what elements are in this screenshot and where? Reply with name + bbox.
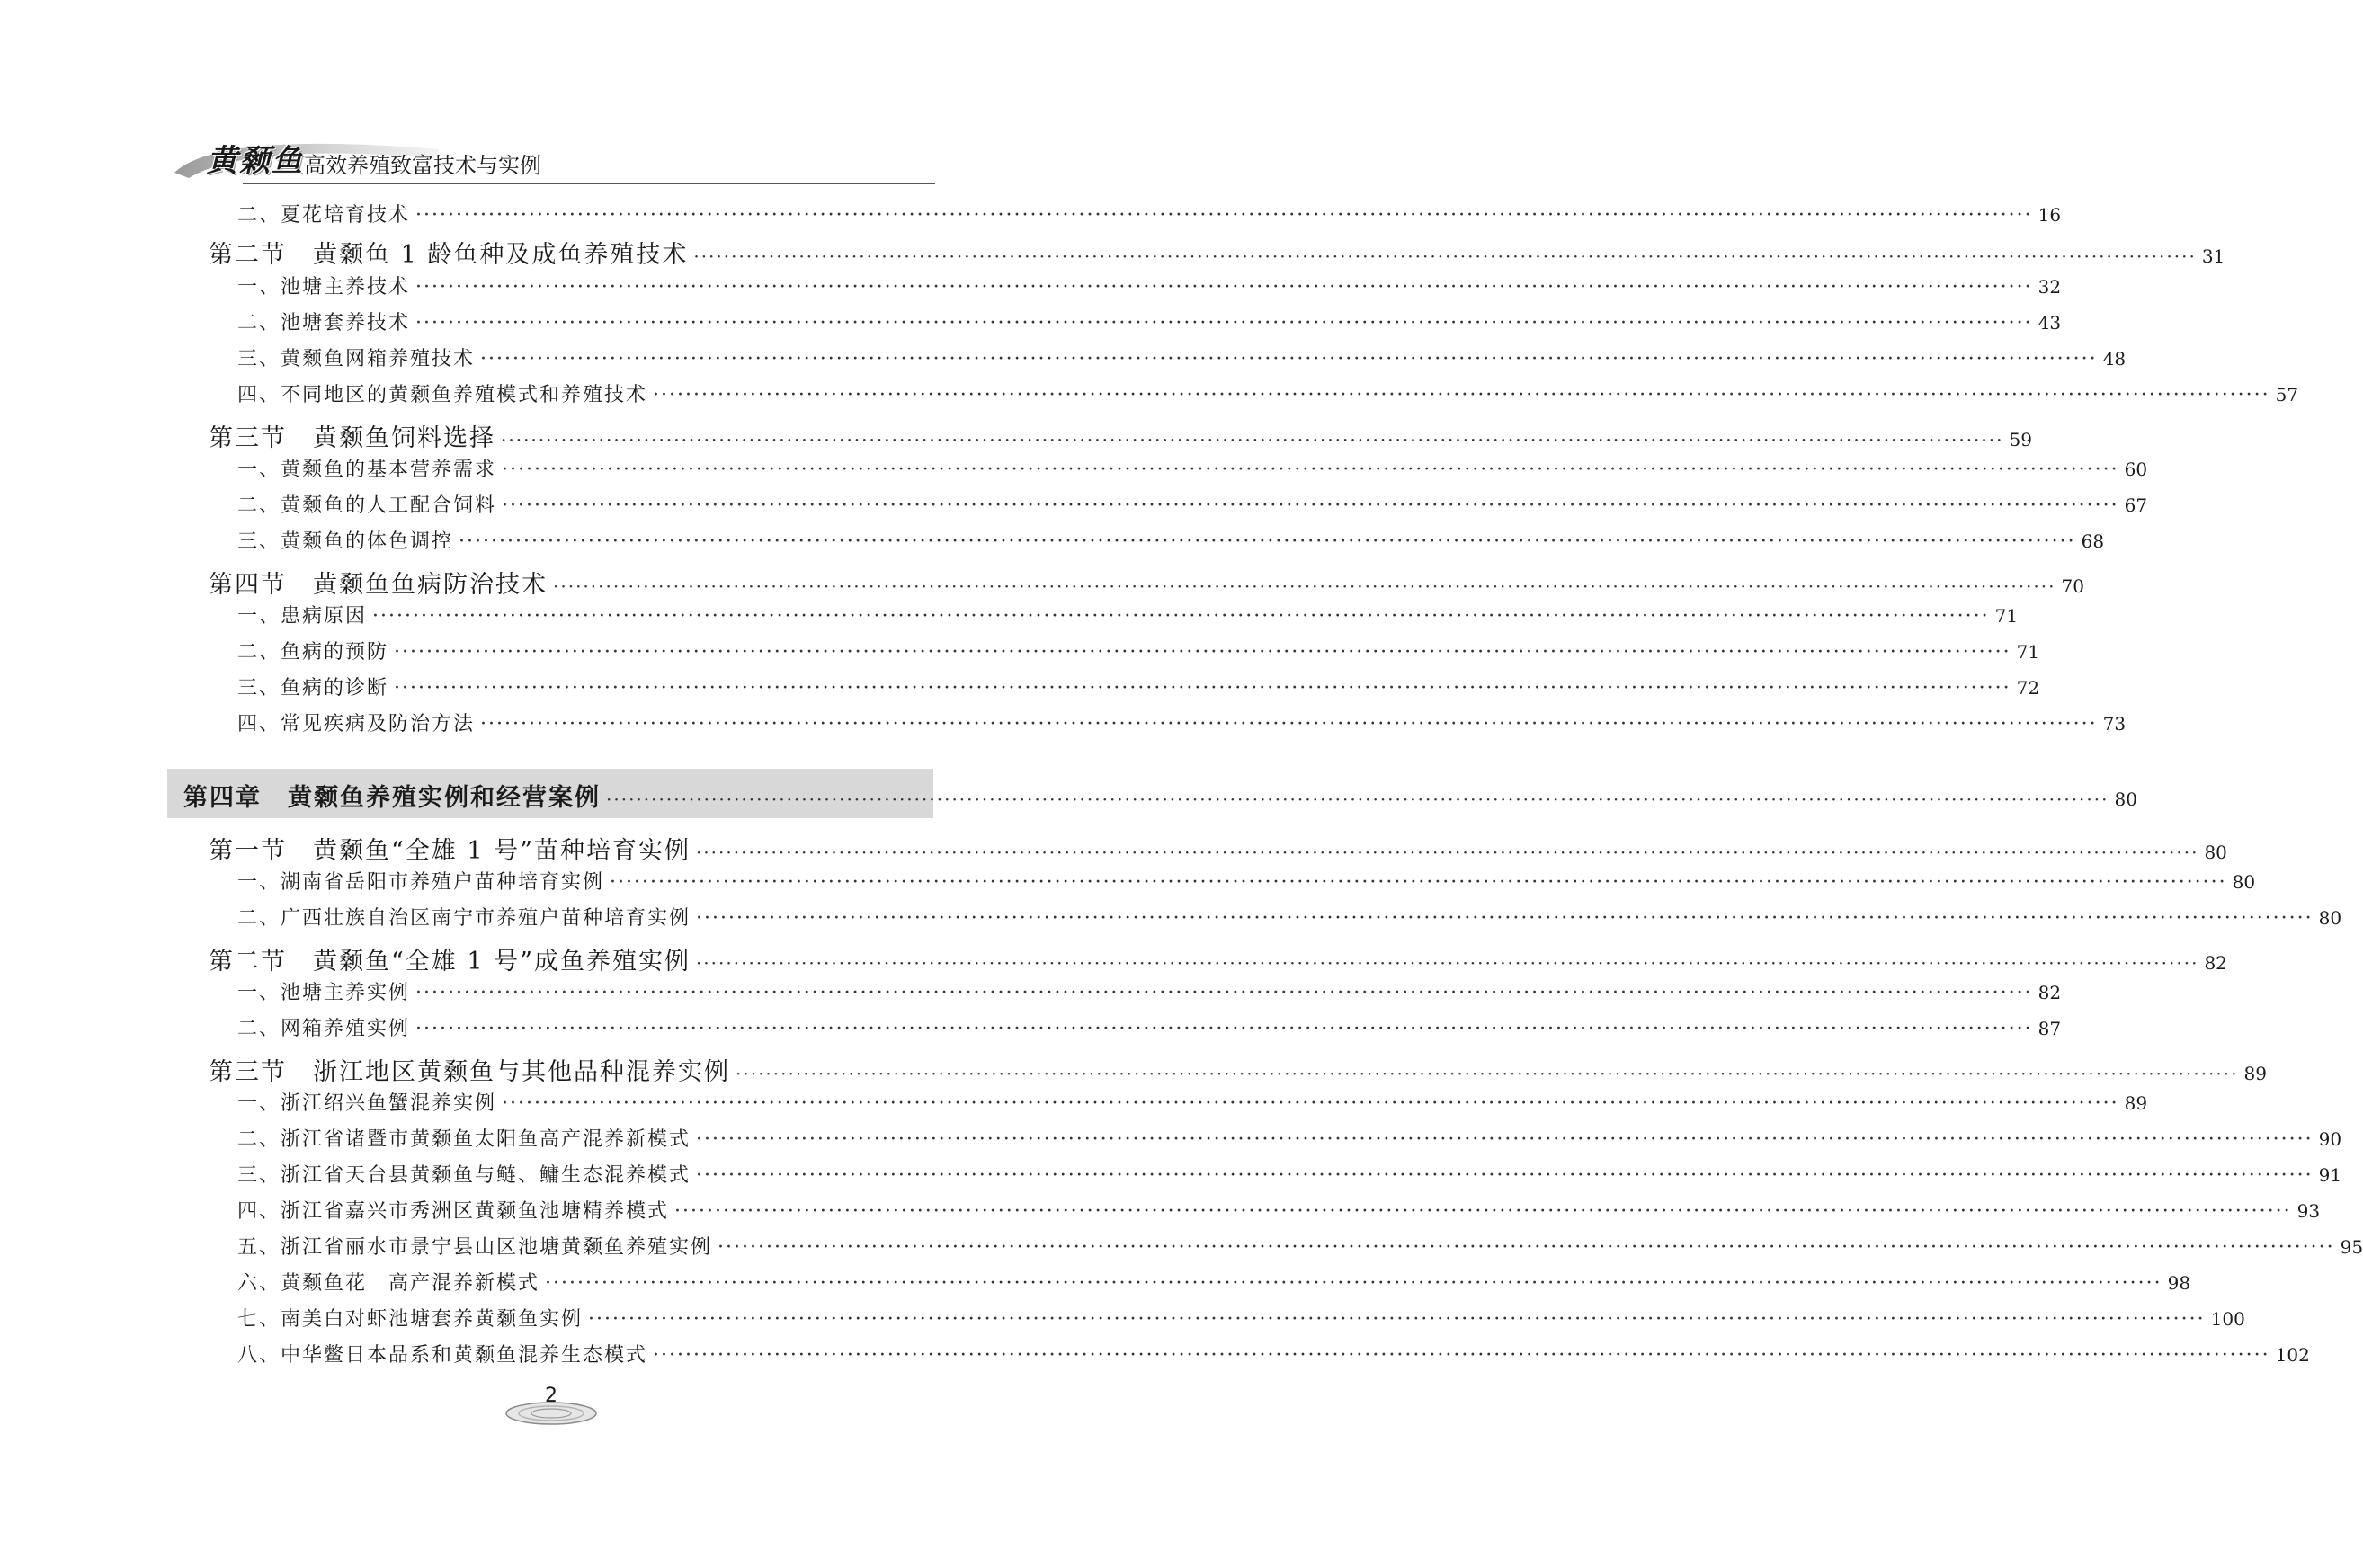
- toc-item-entry: [237, 200, 2062, 227]
- toc-entry-page: 72: [2016, 677, 2040, 699]
- toc-entry-label: 一、患病原因: [237, 605, 368, 628]
- toc-entry-page: 67: [2124, 494, 2148, 516]
- toc-entry-label: 四、浙江省嘉兴市秀洲区黄颡鱼池塘精养模式: [237, 1200, 670, 1223]
- toc-entry-label: 六、黄颡鱼花 高产混养新模式: [237, 1272, 540, 1295]
- toc-leader-dots: ········································································································································································································: [696, 907, 2314, 930]
- toc-leader-dots: ········································································································································································································: [501, 429, 2004, 450]
- toc-leader-dots: ········································································································································································································: [394, 641, 2011, 664]
- toc-section-entry: [209, 235, 2225, 270]
- toc-entry-page: 89: [2124, 1092, 2148, 1114]
- toc-entry-label: 二、网箱养殖实例: [237, 1018, 411, 1040]
- toc-leader-dots: ········································································································································································································: [653, 1344, 2270, 1367]
- toc-leader-dots: ········································································································································································································: [480, 348, 2098, 370]
- toc-leader-dots: ········································································································································································································: [718, 1236, 2335, 1259]
- header-book-title: 高效养殖致富技术与实例: [304, 153, 541, 178]
- toc-item-entry: [237, 637, 2040, 664]
- toc-entry-page: 59: [2009, 429, 2032, 450]
- page-number-badge: [502, 1386, 601, 1431]
- toc-leader-dots: ········································································································································································································: [545, 1272, 2162, 1295]
- toc-entry-page: 89: [2243, 1063, 2267, 1084]
- toc-leader-dots: ········································································································································································································: [415, 1018, 2033, 1040]
- toc-item-entry: [237, 1088, 2148, 1116]
- toc-entry-page: 91: [2318, 1164, 2342, 1186]
- toc-entry-label: 二、广西壮族自治区南宁市养殖户苗种培育实例: [237, 907, 691, 930]
- toc-leader-dots: ········································································································································································································: [502, 459, 2119, 481]
- toc-entry-label: 二、池塘套养技术: [237, 312, 411, 334]
- header-logo-text: 黄颡鱼: [207, 143, 304, 179]
- toc-item-entry: [237, 307, 2062, 335]
- toc-item-entry: [237, 1196, 2321, 1224]
- toc-leader-dots: ········································································································································································································: [415, 276, 2033, 298]
- toc-entry-label: 四、不同地区的黄颡鱼养殖模式和养殖技术: [237, 384, 648, 406]
- toc-leader-dots: ········································································································································································································: [695, 952, 2199, 974]
- toc-entry-page: 90: [2318, 1128, 2342, 1150]
- toc-entry-page: 98: [2167, 1272, 2191, 1294]
- toc-item-entry: [237, 526, 2105, 554]
- toc-entry-page: 87: [2038, 1018, 2062, 1039]
- toc-leader-dots: ········································································································································································································: [480, 713, 2098, 735]
- toc-item-entry: [237, 1340, 2310, 1368]
- toc-item-entry: [237, 867, 2256, 895]
- toc-entry-page: 60: [2124, 459, 2148, 480]
- toc-leader-dots: ········································································································································································································: [696, 1128, 2314, 1151]
- toc-entry-label: 第四节 黄颡鱼鱼病防治技术: [209, 571, 548, 599]
- toc-chapter-entry: [183, 778, 2137, 813]
- toc-entry-label: 第一节 黄颡鱼“全雄 1 号”苗种培育实例: [209, 837, 691, 865]
- toc-entry-page: 16: [2038, 204, 2062, 226]
- toc-entry-label: 二、鱼病的预防: [237, 641, 389, 664]
- toc-entry-label: 三、黄颡鱼的体色调控: [237, 530, 454, 553]
- toc-leader-dots: ········································································································································································································: [502, 1092, 2119, 1115]
- toc-leader-dots: ········································································································································································································: [606, 788, 2109, 810]
- toc-leader-dots: ········································································································································································································: [415, 312, 2033, 334]
- toc-item-entry: [237, 272, 2062, 299]
- toc-entry-label: 三、浙江省天台县黄颡鱼与鲢、鳙生态混养模式: [237, 1164, 691, 1187]
- toc-item-entry: [237, 454, 2148, 482]
- toc-entry-page: 80: [2318, 907, 2342, 929]
- toc-entry-label: 七、南美白对虾池塘套养黄颡鱼实例: [237, 1308, 584, 1331]
- toc-leader-dots: ········································································································································································································: [588, 1308, 2206, 1331]
- toc-entry-page: 68: [2081, 530, 2105, 552]
- toc-entry-label: 二、浙江省诸暨市黄颡鱼太阳鱼高产混养新模式: [237, 1128, 691, 1151]
- toc-entry-page: 80: [2114, 788, 2137, 810]
- toc-leader-dots: ········································································································································································································: [674, 1200, 2292, 1223]
- toc-leader-dots: ········································································································································································································: [695, 842, 2199, 863]
- toc-item-entry: [237, 601, 2019, 628]
- toc-entry-label: 八、中华鳖日本品系和黄颡鱼混养生态模式: [237, 1344, 648, 1367]
- toc-item-entry: [237, 343, 2127, 371]
- toc-leader-dots: ········································································································································································································: [736, 1063, 2239, 1084]
- toc-entry-label: 三、鱼病的诊断: [237, 677, 389, 699]
- toc-leader-dots: ········································································································································································································: [415, 982, 2033, 1004]
- toc-entry-page: 32: [2038, 276, 2062, 298]
- toc-leader-dots: ········································································································································································································: [459, 530, 2076, 553]
- toc-leader-dots: ········································································································································································································: [610, 871, 2227, 894]
- toc-item-entry: [237, 708, 2127, 736]
- toc-entry-page: 71: [2016, 641, 2040, 663]
- toc-entry-label: 二、黄颡鱼的人工配合饲料: [237, 494, 497, 517]
- toc-entry-label: 五、浙江省丽水市景宁县山区池塘黄颡鱼养殖实例: [237, 1236, 713, 1259]
- toc-entry-label: 第二节 黄颡鱼 1 龄鱼种及成鱼养殖技术: [209, 241, 689, 269]
- toc-leader-dots: ········································································································································································································: [415, 204, 2033, 227]
- toc-entry-page: 73: [2102, 713, 2127, 735]
- toc-entry-label: 一、黄颡鱼的基本营养需求: [237, 459, 497, 481]
- toc-entry-page: 31: [2201, 245, 2225, 267]
- toc-entry-page: 100: [2210, 1308, 2245, 1330]
- toc-leader-dots: ········································································································································································································: [394, 677, 2011, 699]
- toc-leader-dots: ········································································································································································································: [696, 1164, 2314, 1187]
- toc-entry-label: 第三节 浙江地区黄颡鱼与其他品种混养实例: [209, 1058, 730, 1086]
- toc-item-entry: [237, 1124, 2342, 1152]
- toc-leader-dots: ········································································································································································································: [372, 605, 1990, 628]
- toc-entry-page: 71: [1994, 605, 2019, 627]
- toc-leader-dots: ········································································································································································································: [693, 245, 2197, 267]
- toc-item-entry: [237, 1304, 2245, 1332]
- toc-entry-page: 95: [2340, 1236, 2363, 1258]
- page-number: 2: [545, 1385, 557, 1407]
- toc-item-entry: [237, 977, 2062, 1005]
- toc-section-entry: [209, 418, 2032, 453]
- toc-entry-page: 82: [2038, 982, 2062, 1003]
- toc-item-entry: [237, 1232, 2363, 1260]
- toc-entry-label: 一、浙江绍兴鱼蟹混养实例: [237, 1092, 497, 1115]
- toc-entry-label: 一、湖南省岳阳市养殖户苗种培育实例: [237, 871, 605, 894]
- toc-entry-page: 57: [2275, 384, 2299, 405]
- toc-leader-dots: ········································································································································································································: [553, 575, 2056, 597]
- toc-entry-label: 第四章 黄颡鱼养殖实例和经营案例: [183, 784, 601, 812]
- toc-item-entry: [237, 903, 2342, 931]
- toc-leader-dots: ········································································································································································································: [653, 384, 2270, 406]
- toc-entry-page: 102: [2275, 1344, 2310, 1366]
- toc-entry-label: 一、池塘主养实例: [237, 982, 411, 1004]
- toc-item-entry: [237, 379, 2299, 407]
- toc-item-entry: [237, 1160, 2342, 1188]
- toc-section-entry: [209, 941, 2227, 976]
- toc-item-entry: [237, 490, 2148, 518]
- toc-entry-label: 一、池塘主养技术: [237, 276, 411, 298]
- toc-item-entry: [237, 1013, 2062, 1041]
- toc-entry-page: 43: [2038, 312, 2062, 334]
- toc-entry-label: 第二节 黄颡鱼“全雄 1 号”成鱼养殖实例: [209, 948, 691, 976]
- toc-entry-page: 80: [2232, 871, 2256, 893]
- toc-entry-page: 80: [2204, 842, 2227, 863]
- toc-entry-page: 70: [2061, 575, 2084, 597]
- toc-entry-page: 93: [2296, 1200, 2321, 1222]
- toc-section-entry: [209, 1052, 2267, 1087]
- toc-entry-label: 四、常见疾病及防治方法: [237, 713, 476, 735]
- toc-entry-page: 48: [2102, 348, 2127, 370]
- toc-leader-dots: ········································································································································································································: [502, 494, 2119, 517]
- toc-entry-page: 82: [2204, 952, 2227, 974]
- toc-item-entry: [237, 1268, 2191, 1296]
- toc-section-entry: [209, 565, 2084, 600]
- toc-entry-label: 第三节 黄颡鱼饲料选择: [209, 424, 495, 452]
- toc-entry-label: 二、夏花培育技术: [237, 204, 411, 227]
- toc-entry-label: 三、黄颡鱼网箱养殖技术: [237, 348, 476, 370]
- toc-item-entry: [237, 673, 2040, 700]
- toc-section-entry: [209, 831, 2227, 866]
